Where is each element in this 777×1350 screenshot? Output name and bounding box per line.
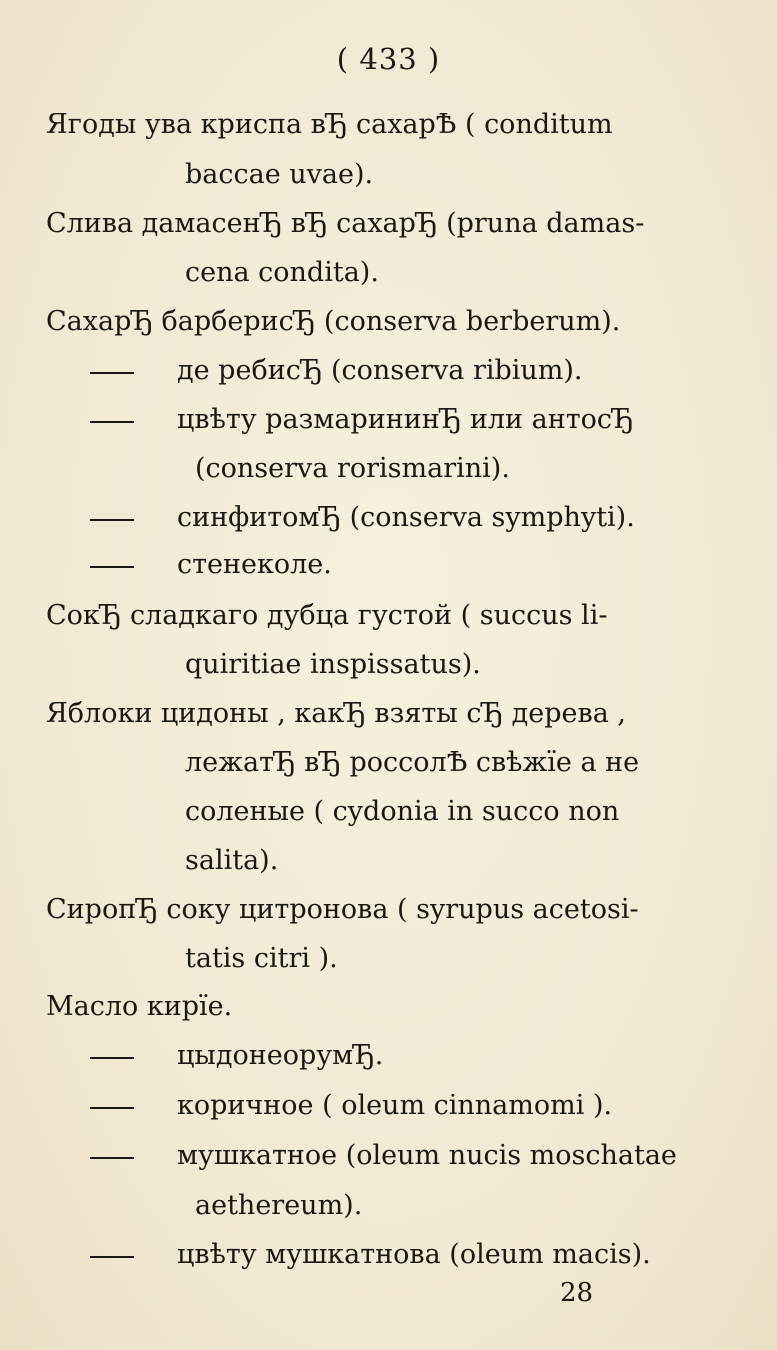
entry-line: Слива дамасенЂ вЂ сахарЂ (pruna damas- (46, 208, 645, 239)
dash-mark (90, 566, 134, 568)
entry-line: СахарЂ барберисЂ (conserva berberum). (46, 306, 621, 337)
entry-line: цвѣту размарининЂ или антосЂ (177, 404, 634, 435)
page-number: ( 433 ) (336, 42, 441, 76)
entry-line: де ребисЂ (conserva ribium). (177, 355, 583, 386)
entry-line: лежатЂ вЂ россолѢ свѣжїе а не (185, 747, 640, 778)
entry-line: Ягоды ува криспа вЂ сахарѢ ( conditum (46, 109, 613, 140)
dash-mark (90, 421, 134, 423)
entry-line: стенеколе. (177, 549, 332, 580)
entry-line: соленые ( cydonia in succo non (185, 796, 620, 827)
entry-line: мушкатное (oleum nucis moschatae (177, 1140, 677, 1171)
entry-line: tatis citri ). (185, 943, 338, 974)
dash-mark (90, 1157, 134, 1159)
entry-line: Яблоки цидоны , какЂ взяты сЂ дерева , (46, 698, 626, 729)
entry-line: СокЂ сладкаго дубца густой ( succus li- (46, 600, 608, 631)
entry-line: salita). (185, 845, 279, 876)
entry-line: aethereum). (195, 1190, 363, 1221)
entry-line: цыдонеорумЂ. (177, 1040, 384, 1071)
entry-line: baccae uvae). (185, 159, 374, 190)
entry-line: СиропЂ соку цитронова ( syrupus acetosi- (46, 894, 639, 925)
entry-line: цвѣту мушкатнова (oleum macis). (177, 1239, 651, 1270)
dash-mark (90, 1057, 134, 1059)
signature-mark: 28 (560, 1278, 594, 1308)
entry-line: cena condita). (185, 257, 379, 288)
entry-line: (conserva rorismarini). (195, 453, 510, 484)
entry-line: коричное ( oleum cinnamomi ). (177, 1090, 613, 1121)
dash-mark (90, 372, 134, 374)
dash-mark (90, 1256, 134, 1258)
entry-line: Масло кирїе. (46, 991, 233, 1022)
entry-line: синфитомЂ (conserva symphyti). (177, 502, 635, 533)
entry-line: quiritiae inspissatus). (185, 649, 481, 680)
dash-mark (90, 1107, 134, 1109)
dash-mark (90, 519, 134, 521)
